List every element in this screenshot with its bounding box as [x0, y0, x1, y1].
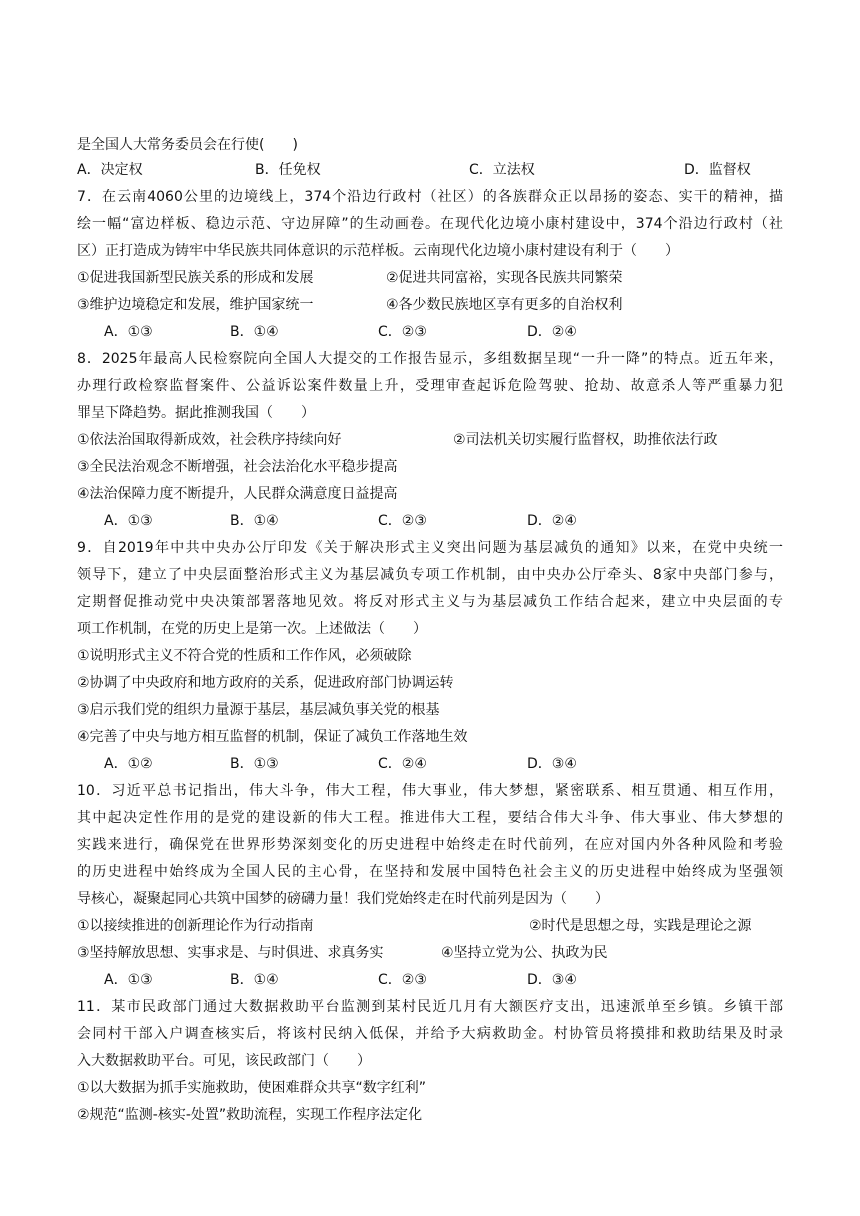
choice-c: C．②④ [378, 756, 427, 772]
question-7-line: 绘一幅“富边样板、稳边示范、守边屏障”的生动画卷。在现代化边境小康村建设中，374个沿边行政村（社 [77, 216, 783, 232]
statement-1: ①说明形式主义不符合党的性质和工作作风，必须破除 [77, 648, 412, 664]
choice-b: B．任免权 [255, 162, 321, 178]
statement-4: ④坚持立党为公、执政为民 [441, 945, 608, 961]
choice-d: D．③④ [527, 756, 577, 772]
statement-3: ③坚持解放思想、实事求是、与时俱进、求真务实 [77, 945, 384, 961]
choice-c: C．②③ [378, 513, 427, 529]
statement-3: ③启示我们党的组织力量源于基层，基层减负事关党的根基 [77, 702, 440, 718]
question-8-line: 办理行政检察监督案件、公益诉讼案件数量上升，受理审查起诉危险驾驶、抢劫、故意杀人等严重暴力犯 [77, 378, 783, 394]
choice-d: D．③④ [527, 972, 577, 988]
statement-2: ②时代是思想之母，实践是理论之源 [529, 918, 752, 934]
question-8-line: 罪呈下降趋势。据此推测我国（ ） [77, 405, 315, 421]
question-11-line: 会同村干部入户调查核实后，将该村民纳入低保，并给予大病救助金。村协管员将摸排和救助结果及时录 [77, 1026, 783, 1042]
question-10-line: 导核心，凝聚起同心共筑中国梦的磅礴力量！我们党始终走在时代前列是因为（ ） [77, 891, 609, 907]
question-11-line: 11．某市民政部门通过大数据救助平台监测到某村民近几月有大额医疗支出，迅速派单至乡镇。乡镇干部 [77, 999, 783, 1015]
question-7-line: 7．在云南4060公里的边境线上，374个沿边行政村（社区）的各族群众正以昂扬的姿态、实干的精神，描 [77, 189, 783, 205]
choice-b: B．①④ [230, 513, 279, 529]
statement-2: ②规范“监测-核实-处置”救助流程，实现工作程序法定化 [77, 1107, 423, 1123]
choice-a: A．①③ [104, 513, 153, 529]
choice-a: A．①② [104, 756, 153, 772]
choice-b: B．①③ [230, 756, 279, 772]
statement-2: ②协调了中央政府和地方政府的关系，促进政府部门协调运转 [77, 675, 454, 691]
question-10-line: 实践来进行，确保党在世界形势深刻变化的历史进程中始终走在时代前列，在应对国内外各种风险和考验 [77, 837, 783, 853]
choice-a: A．①③ [104, 324, 153, 340]
choice-b: B．①④ [230, 324, 279, 340]
choice-c: C．②③ [378, 324, 427, 340]
question-8-line: 8．2025年最高人民检察院向全国人大提交的工作报告显示，多组数据呈现“一升一降”的特点。近五年来， [77, 351, 783, 367]
question-9-line: 9．自2019年中共中央办公厅印发《关于解决形式主义突出问题为基层减负的通知》以来，在党中央统一 [77, 540, 783, 556]
statement-1: ①以大数据为抓手实施救助，使困难群众共享“数字红利” [77, 1080, 427, 1096]
choice-a: A．决定权 [77, 162, 143, 178]
question-10-line: 其中起决定性作用的是党的建设新的伟大工程。推进伟大工程，要结合伟大斗争、伟大事业、伟大梦想的 [77, 810, 783, 826]
choice-d: D．②④ [527, 324, 577, 340]
statement-2: ②促进共同富裕，实现各民族共同繁荣 [386, 270, 623, 286]
statement-1: ①以接续推进的创新理论作为行动指南 [77, 918, 314, 934]
choice-a: A．①③ [104, 972, 153, 988]
question-10-line: 的历史进程中始终成为全国人民的主心骨，在坚持和发展中国特色社会主义的历史进程中始终成为坚强领 [77, 864, 783, 880]
statement-3: ③维护边境稳定和发展，维护国家统一 [77, 297, 314, 313]
text-line: 是全国人大常务委员会在行使( ) [77, 137, 298, 153]
choice-d: D．监督权 [684, 162, 751, 178]
question-7-line: 区）正打造成为铸牢中华民族共同体意识的示范样板。云南现代化边境小康村建设有利于（ ） [77, 243, 679, 259]
choice-c: C．立法权 [469, 162, 535, 178]
choice-d: D．②④ [527, 513, 577, 529]
statement-4: ④法治保障力度不断提升，人民群众满意度日益提高 [77, 486, 398, 502]
statement-3: ③全民法治观念不断增强，社会法治化水平稳步提高 [77, 459, 398, 475]
statement-2: ②司法机关切实履行监督权，助推依法行政 [453, 432, 718, 448]
question-11-line: 入大数据救助平台。可见，该民政部门（ ） [77, 1053, 371, 1069]
question-9-line: 定期督促推动党中央决策部署落地见效。将反对形式主义与为基层减负工作结合起来，建立中央层面的专 [77, 594, 783, 610]
statement-4: ④各少数民族地区享有更多的自治权利 [386, 297, 623, 313]
question-10-line: 10．习近平总书记指出，伟大斗争，伟大工程，伟大事业，伟大梦想，紧密联系、相互贯通、相互作用， [77, 783, 783, 799]
statement-1: ①促进我国新型民族关系的形成和发展 [77, 270, 314, 286]
statement-4: ④完善了中央与地方相互监督的机制，保证了减负工作落地生效 [77, 729, 468, 745]
choice-b: B．①④ [230, 972, 279, 988]
choice-c: C．②③ [378, 972, 427, 988]
question-9-line: 领导下，建立了中央层面整治形式主义为基层减负专项工作机制，由中央办公厅牵头、8家中央部门参与， [77, 567, 783, 583]
statement-1: ①依法治国取得新成效，社会秩序持续向好 [77, 432, 342, 448]
question-9-line: 项工作机制，在党的历史上是第一次。上述做法（ ） [77, 621, 427, 637]
